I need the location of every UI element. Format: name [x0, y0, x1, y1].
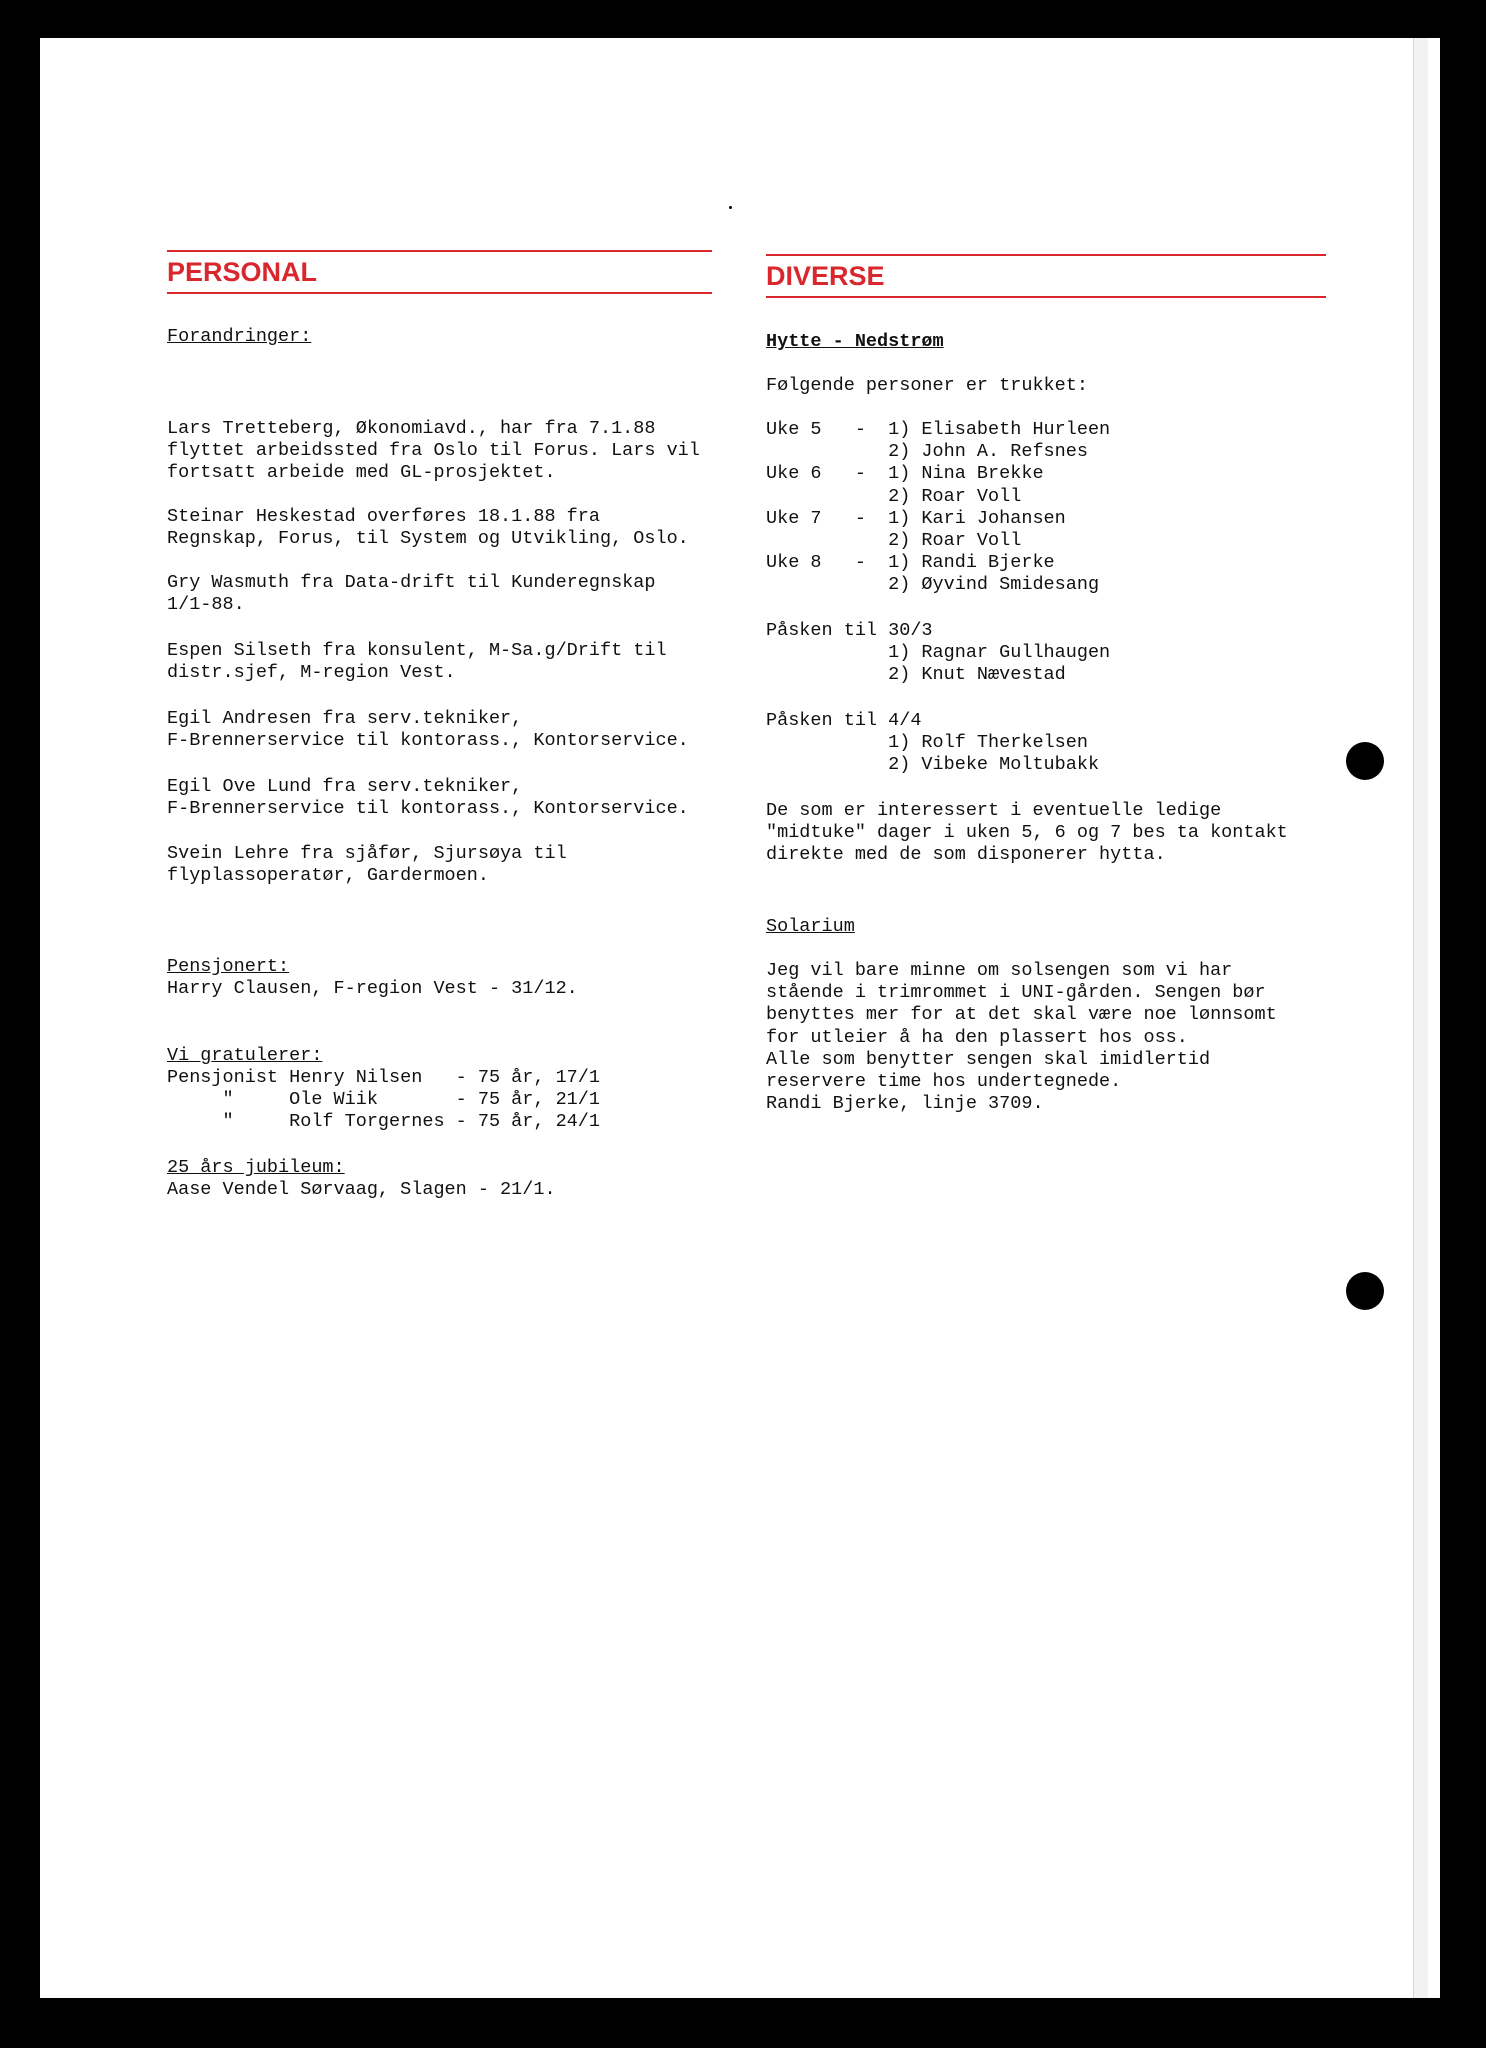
- paragraph-line: "midtuke" dager i uken 5, 6 og 7 bes ta kontakt: [766, 822, 1288, 844]
- change-line: Egil Andresen fra serv.tekniker,: [167, 708, 523, 729]
- punch-hole: [1346, 1272, 1384, 1310]
- paragraph-line: stående i trimrommet i UNI-gården. Sengen bør: [766, 982, 1266, 1004]
- punch-hole: [1346, 742, 1384, 780]
- change-item: [167, 843, 567, 887]
- personal-header: [167, 250, 712, 294]
- change-line: Gry Wasmuth fra Data-drift til Kunderegnskap: [167, 572, 656, 593]
- change-line: Svein Lehre fra sjåfør, Sjursøya til: [167, 843, 567, 864]
- diverse-column: [766, 254, 1326, 1115]
- uke-line: 2) Roar Voll: [766, 530, 1022, 552]
- change-line: fortsatt arbeide med GL-prosjektet.: [167, 462, 556, 484]
- change-line: Egil Ove Lund fra serv.tekniker,: [167, 776, 523, 797]
- uke-line: 2) Roar Voll: [766, 485, 1022, 507]
- paragraph-line: De som er interessert i eventuelle ledige: [766, 800, 1222, 821]
- paasken-line: Påsken til 30/3: [766, 620, 933, 641]
- uke-line: Uke 5 - 1) Elisabeth Hurleen: [766, 419, 1111, 440]
- change-line: distr.sjef, M-region Vest.: [167, 662, 456, 684]
- hytte-intro: Følgende personer er trukket:: [766, 375, 1088, 396]
- uke-list: [766, 419, 1110, 597]
- paragraph-line: direkte med de som disponerer hytta.: [766, 844, 1166, 866]
- binder-edge: [1413, 38, 1428, 1998]
- change-item: [167, 640, 667, 684]
- gratulerer-label: Vi gratulerer:: [167, 1045, 323, 1066]
- uke-line: Uke 7 - 1) Kari Johansen: [766, 507, 1066, 529]
- paragraph-line: Randi Bjerke, linje 3709.: [766, 1093, 1044, 1115]
- change-line: Espen Silseth fra konsulent, M-Sa.g/Drift til: [167, 640, 667, 661]
- paasken-line: 2) Vibeke Moltubakk: [766, 754, 1100, 776]
- paasken-list: [766, 620, 1110, 687]
- midtuke-paragraph: [766, 800, 1288, 867]
- pensjonert-text: Harry Clausen, F-region Vest - 31/12.: [167, 978, 578, 999]
- change-line: flyttet arbeidssted fra Oslo til Forus. Lars vil: [167, 440, 700, 462]
- forandringer-label: Forandringer:: [167, 326, 312, 347]
- paper-speck: [729, 206, 732, 209]
- hytte-label: Hytte - Nedstrøm: [766, 331, 944, 352]
- paragraph-line: reservere time hos undertegnede.: [766, 1071, 1122, 1093]
- change-line: F-Brennerservice til kontorass., Kontorservice.: [167, 730, 689, 752]
- pensjonert-label: Pensjonert:: [167, 956, 290, 977]
- paasken-line: 1) Ragnar Gullhaugen: [766, 642, 1111, 664]
- paasken-line: 2) Knut Nævestad: [766, 664, 1066, 686]
- heading-rule-bottom: [766, 296, 1326, 298]
- change-line: Lars Tretteberg, Økonomiavd., har fra 7.1.88: [167, 418, 656, 439]
- gratulerer-line: Pensjonist Henry Nilsen - 75 år, 17/1: [167, 1067, 600, 1088]
- diverse-heading: DIVERSE: [766, 261, 885, 291]
- gratulerer-list: [167, 1067, 600, 1134]
- change-line: flyplassoperatør, Gardermoen.: [167, 865, 489, 887]
- paasken-line: Påsken til 4/4: [766, 710, 922, 731]
- paragraph-line: Jeg vil bare minne om solsengen som vi har: [766, 960, 1233, 981]
- uke-line: 2) Øyvind Smidesang: [766, 574, 1100, 596]
- gratulerer-line: " Rolf Torgernes - 75 år, 24/1: [167, 1111, 600, 1133]
- change-item: [167, 572, 655, 616]
- change-line: F-Brennerservice til kontorass., Kontorservice.: [167, 798, 689, 820]
- paasken-list: [766, 710, 1099, 777]
- personal-column: [167, 250, 712, 1200]
- jubileum-label: 25 års jubileum:: [167, 1157, 345, 1178]
- change-item: [167, 776, 689, 820]
- change-line: 1/1-88.: [167, 594, 245, 616]
- paasken-line: 1) Rolf Therkelsen: [766, 732, 1088, 754]
- paragraph-line: benyttes mer for at det skal være noe lønnsomt: [766, 1004, 1277, 1026]
- jubileum-text: Aase Vendel Sørvaag, Slagen - 21/1.: [167, 1179, 556, 1200]
- paragraph-line: Alle som benytter sengen skal imidlertid: [766, 1048, 1211, 1070]
- change-item: [167, 506, 689, 550]
- solarium-paragraph: [766, 960, 1277, 1115]
- paragraph-line: for utleier å ha den plassert hos oss.: [766, 1026, 1188, 1048]
- uke-line: Uke 6 - 1) Nina Brekke: [766, 463, 1044, 485]
- solarium-label: Solarium: [766, 916, 855, 937]
- uke-line: Uke 8 - 1) Randi Bjerke: [766, 552, 1055, 574]
- personal-heading: PERSONAL: [167, 257, 318, 287]
- diverse-header: [731, 254, 1326, 298]
- change-item: [167, 708, 689, 752]
- heading-rule-bottom: [167, 292, 712, 294]
- change-line: Steinar Heskestad overføres 18.1.88 fra: [167, 506, 600, 527]
- gratulerer-line: " Ole Wiik - 75 år, 21/1: [167, 1089, 600, 1111]
- uke-line: 2) John A. Refsnes: [766, 441, 1088, 463]
- change-line: Regnskap, Forus, til System og Utvikling, Oslo.: [167, 528, 689, 550]
- change-item: [167, 418, 700, 485]
